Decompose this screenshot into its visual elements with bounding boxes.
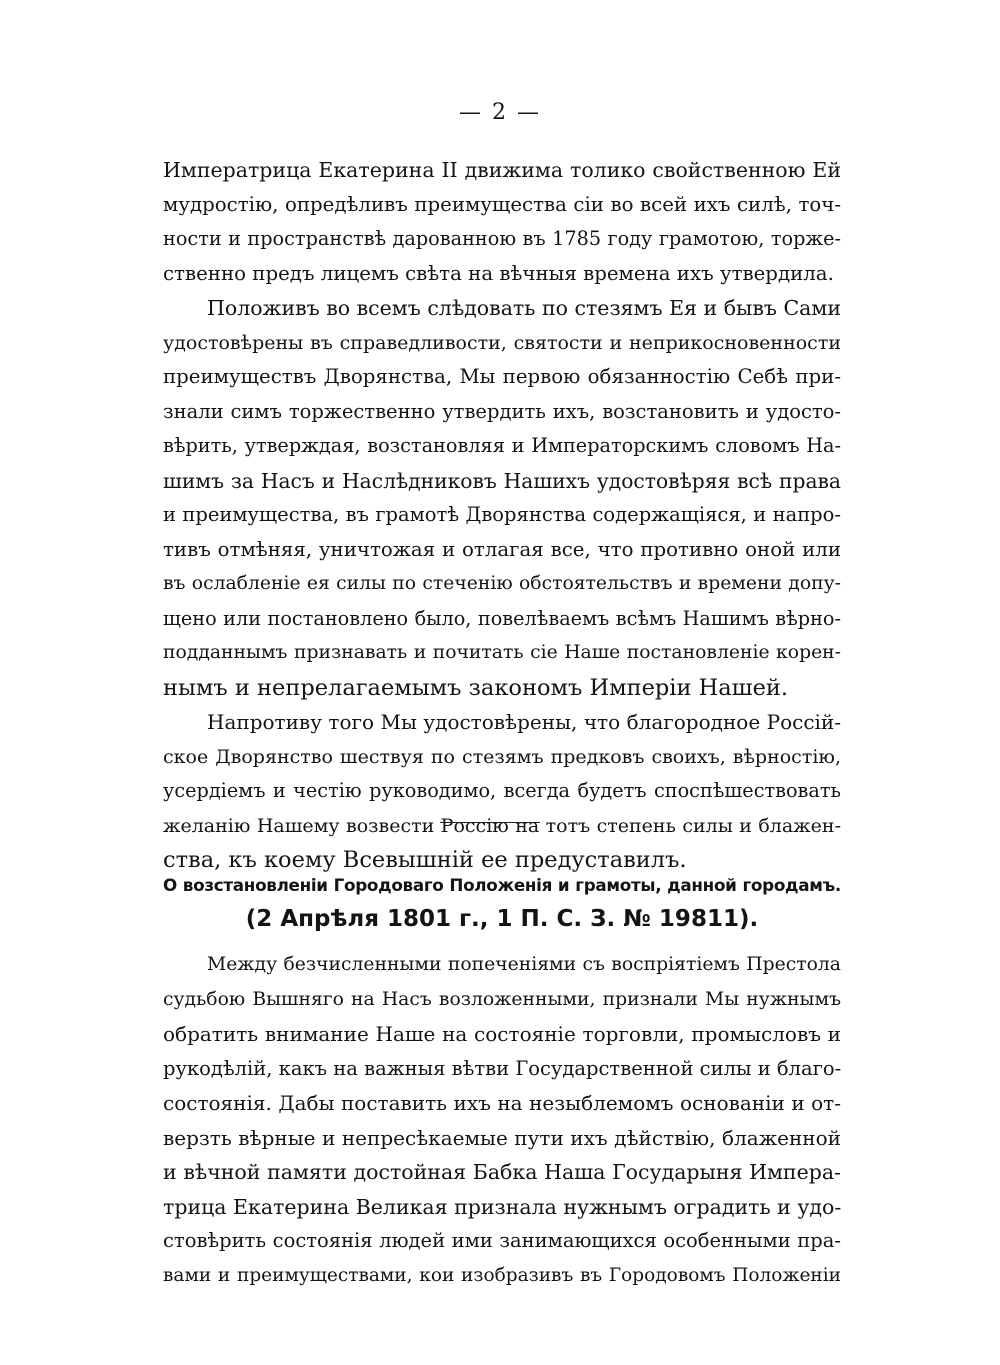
text-line: трица Екатерина Великая признала нужнымъ оградить и удо- <box>163 1194 842 1219</box>
text-line: и преимущества, въ грамотѣ Дворянства содержащіяся, и напро- <box>163 503 841 526</box>
text-line: вѣрить, утверждая, возстановляя и Императорскимъ словомъ На- <box>163 434 841 457</box>
text-line: щено или постановлено было, повелѣваемъ всѣмъ Нашимъ вѣрно- <box>163 606 841 630</box>
heading-title: О возстановленіи Городоваго Положенія и грамоты, данной городамъ. <box>163 875 841 895</box>
text-line: стовѣрить состоянія людей ими занимающихся особенными пра- <box>163 1229 841 1252</box>
text-line: и вѣчной памяти достойная Бабка Наша Государыня Импера- <box>163 1160 841 1184</box>
heading-citation: (2 Апрѣля 1801 г., 1 П. С. З. № 19811). <box>245 906 759 932</box>
text-line: тивъ отмѣняя, уничтожая и отлагая все, что противно оной или <box>163 537 841 561</box>
text-line: желанію Нашему возвести Россію на тотъ степень силы и блажен- <box>163 814 841 837</box>
text-line: шимъ за Насъ и Наслѣдниковъ Нашихъ удостовѣряя всѣ права <box>163 468 841 493</box>
text-line: мудростію, опредѣливъ преимущества сіи во всей ихъ силѣ, точ- <box>163 192 841 216</box>
page-number: — 2 — <box>459 100 541 125</box>
text-line: ственно предъ лицемъ свѣта на вѣчныя времена ихъ утвердила. <box>163 261 834 285</box>
text-line: Императрица Екатерина II движима толико свойственною Ей <box>163 158 841 182</box>
text-line: въ ослабленіе ея силы по стеченію обстоятельствъ и времени допу- <box>163 573 841 594</box>
text-line: обратить внимание Наше на состояніе торговли, промысловъ и <box>163 1022 841 1046</box>
section-divider <box>440 822 540 823</box>
text-line: знали симъ торжественно утвердить ихъ, возстановить и удосто- <box>163 399 841 423</box>
section-heading <box>163 868 841 936</box>
body-text-section-1 <box>163 153 841 878</box>
text-line: ское Дворянство шествуя по стезямъ предковъ своихъ, вѣрностію, <box>163 745 841 768</box>
text-line: ности и пространствѣ дарованною въ 1785 году грамотою, торже- <box>163 227 841 250</box>
text-line: состоянія. Дабы поставить ихъ на незыблемомъ основаніи и от- <box>163 1091 841 1115</box>
text-line: вами и преимуществами, кои изобразивъ въ Городовомъ Положеніи <box>163 1264 841 1286</box>
body-text-section-2 <box>163 948 841 1293</box>
text-line: Напротиву того Мы удостовѣрены, что благородное Россій- <box>207 710 841 734</box>
text-line: удостовѣрены въ справедливости, святости и неприкосновенности <box>163 331 841 354</box>
text-line: Между безчисленными попеченіями съ воспріятіемъ Престола <box>207 954 841 975</box>
text-line: судьбою Вышняго на Насъ возложенными, признали Мы нужнымъ <box>163 988 841 1010</box>
text-line: Положивъ во всемъ слѣдовать по стезямъ Ея и бывъ Сами <box>207 296 841 320</box>
text-line: подданнымъ признавать и почитать сіе Наше постановленіе корен- <box>163 642 841 663</box>
text-line: ства, къ коему Всевышній ее предуставилъ. <box>163 847 687 873</box>
text-line: усердіемъ и честію руководимо, всегда будетъ споспѣшествовать <box>163 779 841 802</box>
text-line: преимуществъ Дворянства, Мы первою обязанностію Себѣ при- <box>163 365 841 388</box>
text-line: нымъ и непрелагаемымъ закономъ Имперіи Нашей. <box>163 674 789 701</box>
text-line: рукодѣлій, какъ на важныя вѣтви Государственной силы и благо- <box>163 1056 842 1080</box>
text-line: верзть вѣрные и непресѣкаемые пути ихъ дѣйствію, блаженной <box>163 1125 841 1150</box>
